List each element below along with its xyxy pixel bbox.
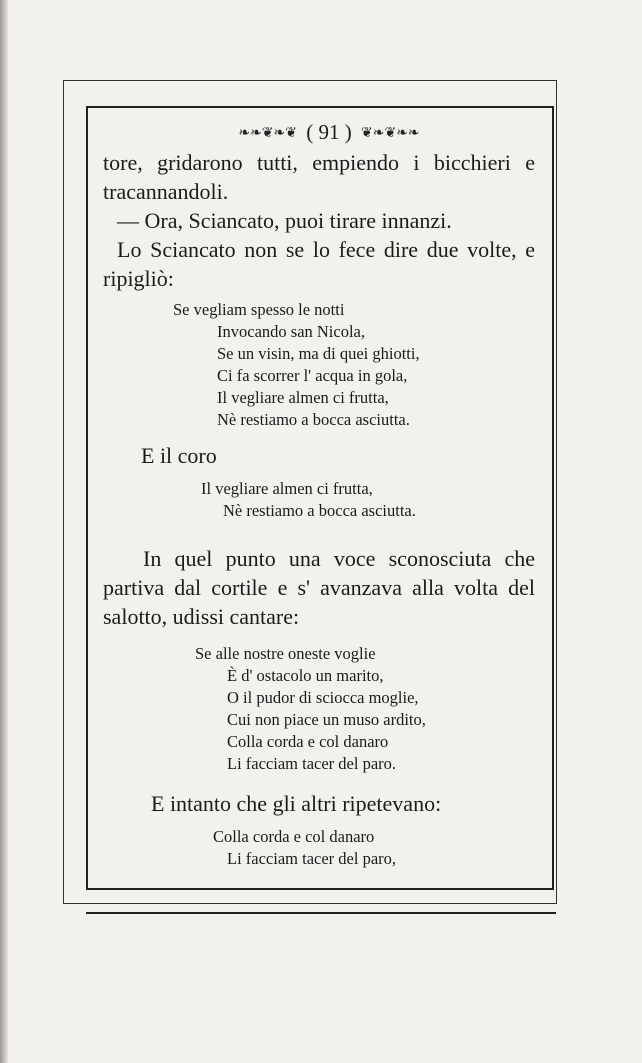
paragraph-5: In quel punto una voce sconosciuta che partiva dal cortile e s' avanzava alla volta del salotto, udissi cantare: (103, 546, 535, 629)
verse-line: È d' ostacolo un marito, (227, 666, 384, 685)
verse-line: Il vegliare almen ci frutta, (217, 388, 389, 407)
left-ornament: ❧❧❦❧❦ (238, 126, 297, 142)
verse-line: Nè restiamo a bocca asciutta. (223, 501, 416, 520)
verse-line: Colla corda e col danaro (213, 827, 375, 846)
verse-line: Cui non piace un muso ardito, (227, 710, 426, 729)
right-ornament: ❦❧❦❧❧ (361, 126, 420, 142)
verse-line: Colla corda e col danaro (227, 732, 389, 751)
paragraph-4: E il coro (141, 443, 217, 468)
verse-1 (103, 299, 535, 431)
verse-2 (103, 478, 535, 522)
page-text (103, 116, 535, 876)
verse-line: Se un visin, ma di quei ghiotti, (217, 344, 420, 363)
verse-4 (103, 826, 535, 870)
verse-line: O il pudor di sciocca moglie, (227, 688, 419, 707)
verse-line: Li facciam tacer del paro. (227, 754, 397, 773)
verse-line: Invocando san Nicola, (217, 322, 365, 341)
paragraph-2: — Ora, Sciancato, puoi tirare innanzi. (117, 208, 452, 233)
paragraph-6: E intanto che gli altri ripetevano: (151, 791, 442, 816)
verse-line: Il vegliare almen ci frutta, (201, 479, 373, 498)
verse-line: Se alle nostre oneste voglie (195, 644, 376, 663)
page-header (123, 116, 535, 148)
verse-line: Se vegliam spesso le notti (173, 300, 345, 319)
verse-line: Nè restiamo a bocca asciutta. (217, 410, 410, 429)
page-number-value: 91 (318, 120, 340, 144)
page-edge (0, 0, 8, 1063)
paragraph-1: tore, gridarono tutti, empiendo i bicchieri e tracannandoli. (103, 150, 535, 204)
paragraph-3: Lo Sciancato non se lo fece dire due volte, e ripigliò: (103, 237, 535, 291)
frame-base-rule (86, 912, 556, 914)
verse-line: Ci fa scorrer l' acqua in gola, (217, 366, 408, 385)
verse-3 (103, 643, 535, 775)
verse-line: Li facciam tacer del paro, (227, 849, 397, 868)
page-number: ( 91 ) (306, 120, 352, 144)
